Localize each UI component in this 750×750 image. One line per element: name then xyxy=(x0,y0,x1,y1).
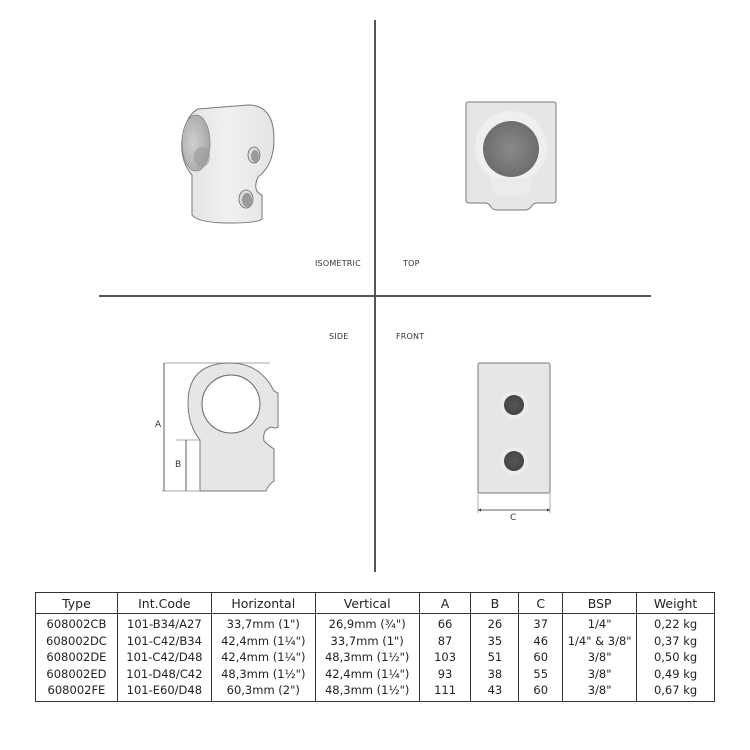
table-row xyxy=(36,649,715,666)
cell-horizontal: 60,3mm (2") xyxy=(211,682,315,701)
top-view xyxy=(465,100,557,220)
cell-weight: 0,22 kg xyxy=(637,614,715,633)
cell-int-code: 101-B34/A27 xyxy=(117,614,211,633)
table-row xyxy=(36,666,715,683)
side-view xyxy=(150,355,290,500)
cell-weight: 0,67 kg xyxy=(637,682,715,701)
cell-weight: 0,37 kg xyxy=(637,633,715,650)
cell-c: 60 xyxy=(519,682,563,701)
dimension-c-label: C xyxy=(510,513,517,523)
label-top: TOP xyxy=(403,259,420,268)
front-view xyxy=(470,355,560,520)
header-bsp: BSP xyxy=(563,593,637,614)
header-int-code: Int.Code xyxy=(117,593,211,614)
cell-weight: 0,50 kg xyxy=(637,649,715,666)
specification-table xyxy=(35,592,715,702)
cell-int-code: 101-E60/D48 xyxy=(117,682,211,701)
cell-a: 93 xyxy=(419,666,471,683)
header-type: Type xyxy=(36,593,118,614)
header-weight: Weight xyxy=(637,593,715,614)
header-a: A xyxy=(419,593,471,614)
cell-c: 37 xyxy=(519,614,563,633)
label-isometric: ISOMETRIC xyxy=(315,259,361,268)
cell-bsp: 3/8" xyxy=(563,666,637,683)
cell-c: 46 xyxy=(519,633,563,650)
cell-weight: 0,49 kg xyxy=(637,666,715,683)
cell-c: 55 xyxy=(519,666,563,683)
cell-int-code: 101-C42/B34 xyxy=(117,633,211,650)
cell-type: 608002ED xyxy=(36,666,118,683)
cell-a: 111 xyxy=(419,682,471,701)
table-row xyxy=(36,682,715,701)
cell-c: 60 xyxy=(519,649,563,666)
dimension-b-label: B xyxy=(175,460,182,470)
cell-vertical: 48,3mm (1½") xyxy=(315,649,419,666)
label-front: FRONT xyxy=(396,332,425,341)
cell-type: 608002FE xyxy=(36,682,118,701)
cell-horizontal: 42,4mm (1¼") xyxy=(211,633,315,650)
horizontal-divider xyxy=(99,295,651,297)
cell-b: 43 xyxy=(471,682,519,701)
cell-vertical: 48,3mm (1½") xyxy=(315,682,419,701)
cell-bsp: 3/8" xyxy=(563,649,637,666)
cell-a: 103 xyxy=(419,649,471,666)
cell-bsp: 3/8" xyxy=(563,682,637,701)
cell-b: 35 xyxy=(471,633,519,650)
cell-a: 66 xyxy=(419,614,471,633)
cell-int-code: 101-D48/C42 xyxy=(117,666,211,683)
cell-bsp: 1/4" xyxy=(563,614,637,633)
cell-type: 608002DC xyxy=(36,633,118,650)
cell-vertical: 42,4mm (1¼") xyxy=(315,666,419,683)
cell-b: 51 xyxy=(471,649,519,666)
cell-type: 608002CB xyxy=(36,614,118,633)
table-row xyxy=(36,633,715,650)
cell-vertical: 26,9mm (¾") xyxy=(315,614,419,633)
cell-horizontal: 33,7mm (1") xyxy=(211,614,315,633)
header-c: C xyxy=(519,593,563,614)
cell-type: 608002DE xyxy=(36,649,118,666)
dimension-a-label: A xyxy=(155,420,162,430)
table-row xyxy=(36,614,715,633)
header-horizontal: Horizontal xyxy=(211,593,315,614)
header-b: B xyxy=(471,593,519,614)
cell-horizontal: 48,3mm (1½") xyxy=(211,666,315,683)
table-header-row xyxy=(36,593,715,614)
header-vertical: Vertical xyxy=(315,593,419,614)
cell-a: 87 xyxy=(419,633,471,650)
cell-b: 26 xyxy=(471,614,519,633)
label-side: SIDE xyxy=(329,332,349,341)
cell-bsp: 1/4" & 3/8" xyxy=(563,633,637,650)
isometric-view xyxy=(170,95,290,235)
cell-horizontal: 42,4mm (1¼") xyxy=(211,649,315,666)
cell-b: 38 xyxy=(471,666,519,683)
cell-vertical: 33,7mm (1") xyxy=(315,633,419,650)
cell-int-code: 101-C42/D48 xyxy=(117,649,211,666)
